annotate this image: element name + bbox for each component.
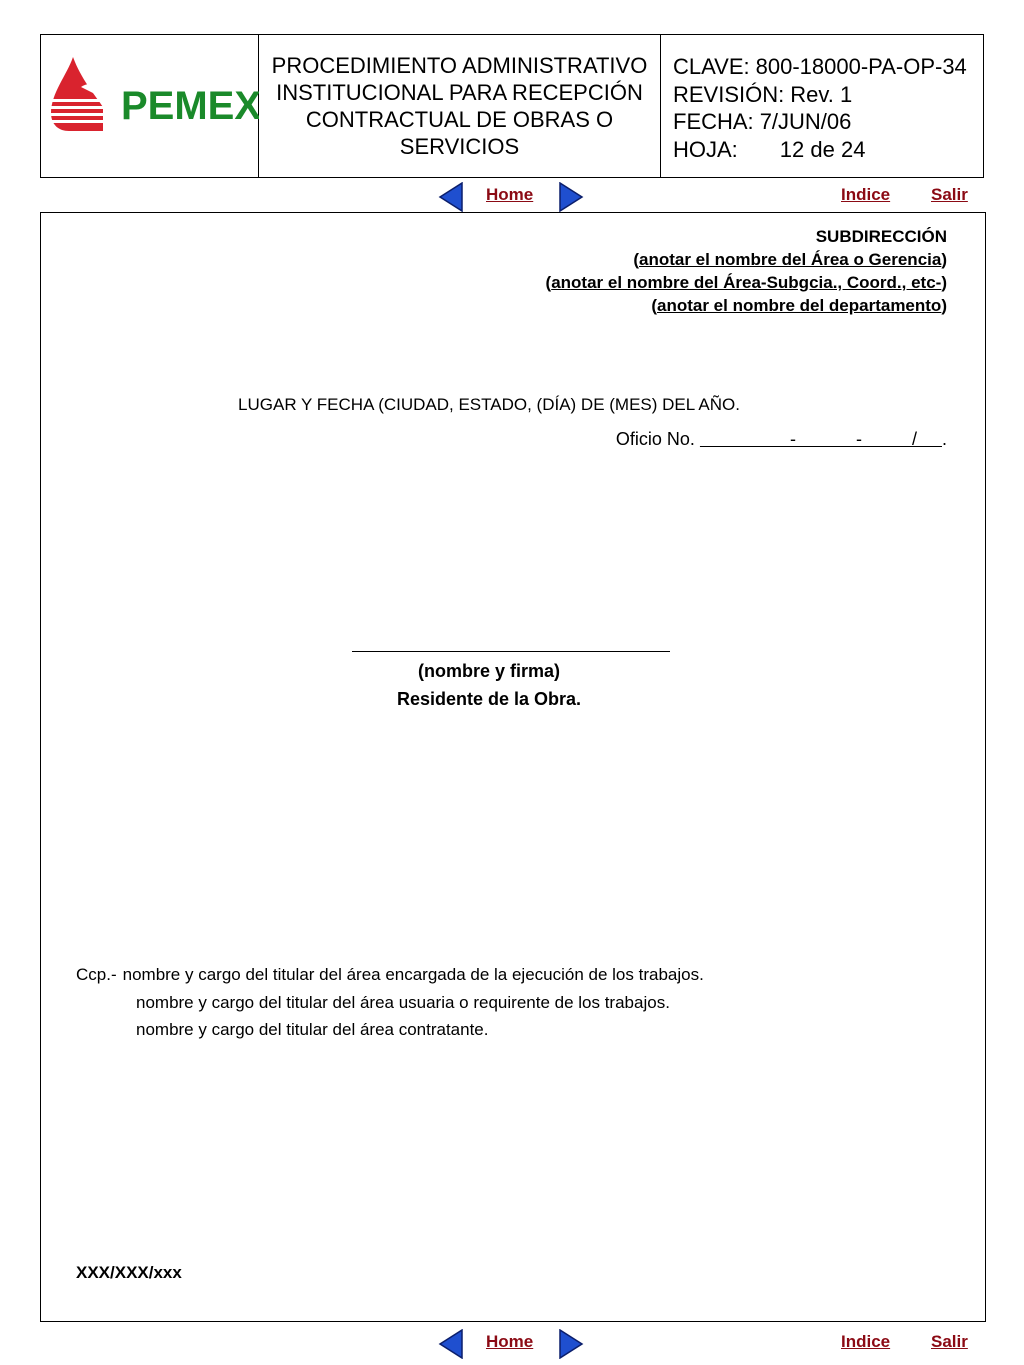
clave-label: CLAVE: [673,54,750,79]
title-line: INSTITUCIONAL PARA RECEPCIÓN [276,80,643,105]
pemex-eagle-icon [51,57,105,131]
depto-line: (anotar el nombre del departamento) [651,296,947,315]
revision-label: REVISIÓN: [673,81,785,107]
hoja-label: HOJA: [673,136,738,162]
title-line: CONTRACTUAL DE OBRAS O [305,107,614,132]
oficio-number: Oficio No. - - / . [615,429,947,449]
reference-initials: XXX/XXX/xxx [76,1263,182,1282]
home-link[interactable]: Home [486,1332,534,1351]
signature-line [352,651,670,652]
ccp-label: Ccp.- [76,965,117,984]
fecha-value: 7/JUN/06 [759,109,852,134]
fecha-label: FECHA: [673,109,754,134]
next-arrow-icon[interactable] [558,1329,584,1359]
title-line: PROCEDIMIENTO ADMINISTRATIVO [271,53,648,78]
salir-link[interactable]: Salir [931,1332,968,1351]
signature-role: Residente de la Obra. [396,689,582,709]
indice-link[interactable]: Indice [841,1332,891,1351]
ccp-block [76,961,704,1044]
revision-row [673,81,983,109]
logo-cell [41,35,259,177]
previous-arrow-icon[interactable] [438,182,464,212]
hoja-value: 12 de 24 [779,136,866,162]
subdireccion-label: SUBDIRECCIÓN [815,227,947,246]
title-line: SERVICIOS [399,134,520,159]
clave-value: 800-18000-PA-OP-34 [755,54,967,79]
pemex-logo [41,35,259,177]
indice-link[interactable]: Indice [841,185,891,204]
addressee-block [546,225,947,317]
ccp-text: nombre y cargo del titular del área encargada de la ejecución de los trabajos. [122,965,704,984]
salir-link[interactable]: Salir [931,185,968,204]
fecha-row [673,108,983,136]
ccp-line [76,961,704,989]
document-metadata [661,35,983,177]
pemex-wordmark: PEMEX [121,84,259,128]
document-title [259,35,661,177]
area-line: (anotar el nombre del Área o Gerencia) [633,250,947,269]
document-header [40,34,984,178]
clave-row [673,53,983,81]
oficio-blank: - - / [699,429,942,449]
hoja-row [673,136,983,164]
signature-name: (nombre y firma) [417,661,561,681]
bottom-navigation [0,1325,1024,1361]
revision-value: Rev. 1 [790,81,853,107]
subarea-text: anotar el nombre del Área-Subgcia., Coord., etc- [551,273,942,292]
next-arrow-icon[interactable] [558,182,584,212]
depto-text: anotar el nombre del departamento [656,296,942,315]
oficio-label: Oficio No. [615,429,695,449]
subarea-line: (anotar el nombre del Área-Subgcia., Coord., etc-) [545,273,947,292]
home-link[interactable]: Home [486,185,534,204]
document-body [40,212,986,1322]
area-text: anotar el nombre del Área o Gerencia [639,250,942,269]
lugar-fecha: LUGAR Y FECHA (CIUDAD, ESTADO, (DÍA) DE (MES) DEL AÑO. [238,395,740,414]
ccp-line: nombre y cargo del titular del área usuaria o requirente de los trabajos. [136,992,670,1012]
previous-arrow-icon[interactable] [438,1329,464,1359]
top-navigation [0,178,1024,214]
ccp-line: nombre y cargo del titular del área contratante. [136,1020,489,1039]
